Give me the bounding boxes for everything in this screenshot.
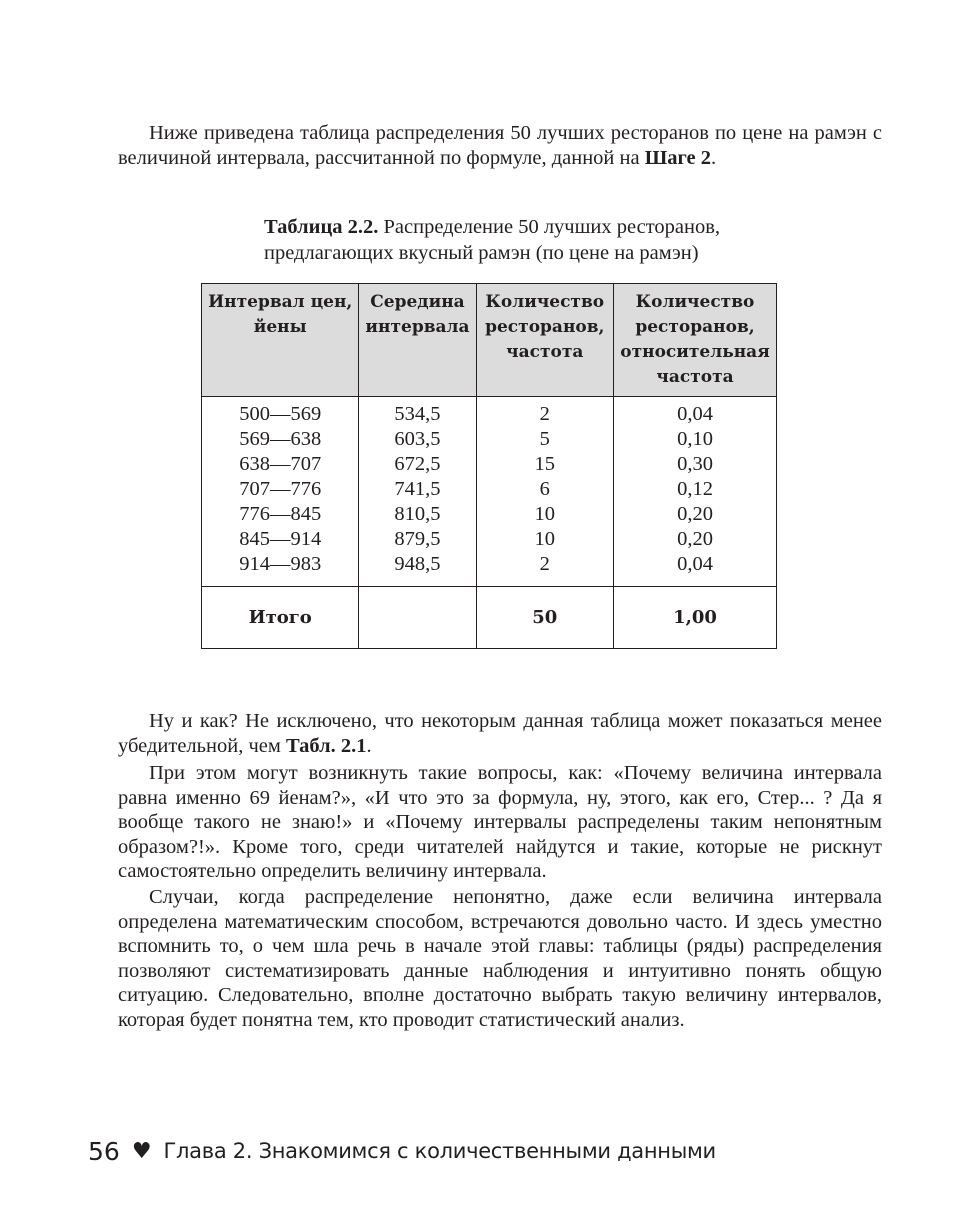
cell-midpoint: 603,5 [359, 427, 476, 452]
total-label: Итого [202, 587, 359, 649]
heart-icon: ♥ [131, 1138, 152, 1164]
cell-interval: 776—845 [202, 502, 359, 527]
cell-frequency: 2 [476, 552, 614, 587]
cell-relative-frequency: 0,30 [614, 452, 777, 477]
step-reference: Шаге 2 [644, 146, 711, 169]
table-caption [264, 214, 784, 266]
cell-relative-frequency: 0,04 [614, 397, 777, 428]
p1-text: Ну и как? Не исключено, что некоторым данная таблица может показаться менее убедительной, чем [118, 710, 882, 757]
table-header-row [202, 284, 777, 397]
cell-midpoint: 534,5 [359, 397, 476, 428]
page-number: 56 [88, 1136, 120, 1166]
page-footer [88, 1136, 716, 1166]
cell-frequency: 5 [476, 427, 614, 452]
cell-relative-frequency: 0,20 [614, 502, 777, 527]
table-row [202, 477, 777, 502]
cell-relative-frequency: 0,10 [614, 427, 777, 452]
intro-paragraph [118, 121, 882, 170]
table-reference: Табл. 2.1 [285, 734, 367, 757]
chapter-title: Глава 2. Знакомимся с количественными данными [163, 1139, 716, 1163]
table-row [202, 552, 777, 587]
header-frequency: Количество ресторанов, частота [476, 284, 614, 397]
cell-frequency: 10 [476, 502, 614, 527]
cell-interval: 707—776 [202, 477, 359, 502]
cell-midpoint: 741,5 [359, 477, 476, 502]
table-row [202, 502, 777, 527]
cell-interval: 845—914 [202, 527, 359, 552]
total-frequency: 50 [476, 587, 614, 649]
cell-relative-frequency: 0,04 [614, 552, 777, 587]
table-row [202, 397, 777, 428]
header-midpoint: Середина интервала [359, 284, 476, 397]
p1-end: . [366, 734, 372, 757]
caption-text: Распределение 50 лучших ресторанов, предлагающих вкусный рамэн (по цене на рамэн) [264, 216, 721, 264]
table-row [202, 427, 777, 452]
cell-midpoint: 948,5 [359, 552, 476, 587]
body-paragraph-1 [118, 709, 882, 758]
header-interval: Интервал цен, йены [202, 284, 359, 397]
cell-frequency: 2 [476, 397, 614, 428]
header-relative-frequency: Количество ресторанов, относительная частота [614, 284, 777, 397]
body-paragraph-2: При этом могут возникнуть такие вопросы, как: «Почему величина интервала равна именно 69 йенам?», «И что это за формула, ну, этого, как его, Стер... ? Да я вообще такого не знаю!» и «Почему интервалы распределены таким непонятным образом?!». Кроме того, среди читателей найдутся и такие, которые не рискнут самостоятельно определить величину интервала. [118, 762, 882, 883]
cell-interval: 569—638 [202, 427, 359, 452]
table-total-row [202, 587, 777, 649]
table-row [202, 527, 777, 552]
cell-interval: 500—569 [202, 397, 359, 428]
distribution-table [201, 283, 777, 649]
caption-label: Таблица 2.2. [264, 216, 379, 238]
cell-frequency: 6 [476, 477, 614, 502]
cell-frequency: 10 [476, 527, 614, 552]
cell-relative-frequency: 0,12 [614, 477, 777, 502]
table-row [202, 452, 777, 477]
cell-relative-frequency: 0,20 [614, 527, 777, 552]
cell-midpoint: 879,5 [359, 527, 476, 552]
cell-midpoint: 810,5 [359, 502, 476, 527]
cell-midpoint: 672,5 [359, 452, 476, 477]
total-relative-frequency: 1,00 [614, 587, 777, 649]
intro-text: Ниже приведена таблица распределения 50 лучших ресторанов по цене на рамэн с величиной интервала, рассчитанной по формуле, данной на [118, 122, 882, 169]
cell-frequency: 15 [476, 452, 614, 477]
total-midpoint [359, 587, 476, 649]
cell-interval: 638—707 [202, 452, 359, 477]
intro-end: . [711, 146, 717, 169]
cell-interval: 914—983 [202, 552, 359, 587]
body-paragraph-3: Случаи, когда распределение непонятно, даже если величина интервала определена математическим способом, встречаются довольно часто. И здесь уместно вспомнить то, о чем шла речь в начале этой главы: таблицы (ряды) распределения позволяют систематизировать данные наблюдения и интуитивно понять общую ситуацию. Следовательно, вполне достаточно выбрать такую величину интервалов, которая будет понятна тем, кто проводит статистический анализ. [118, 886, 882, 1031]
